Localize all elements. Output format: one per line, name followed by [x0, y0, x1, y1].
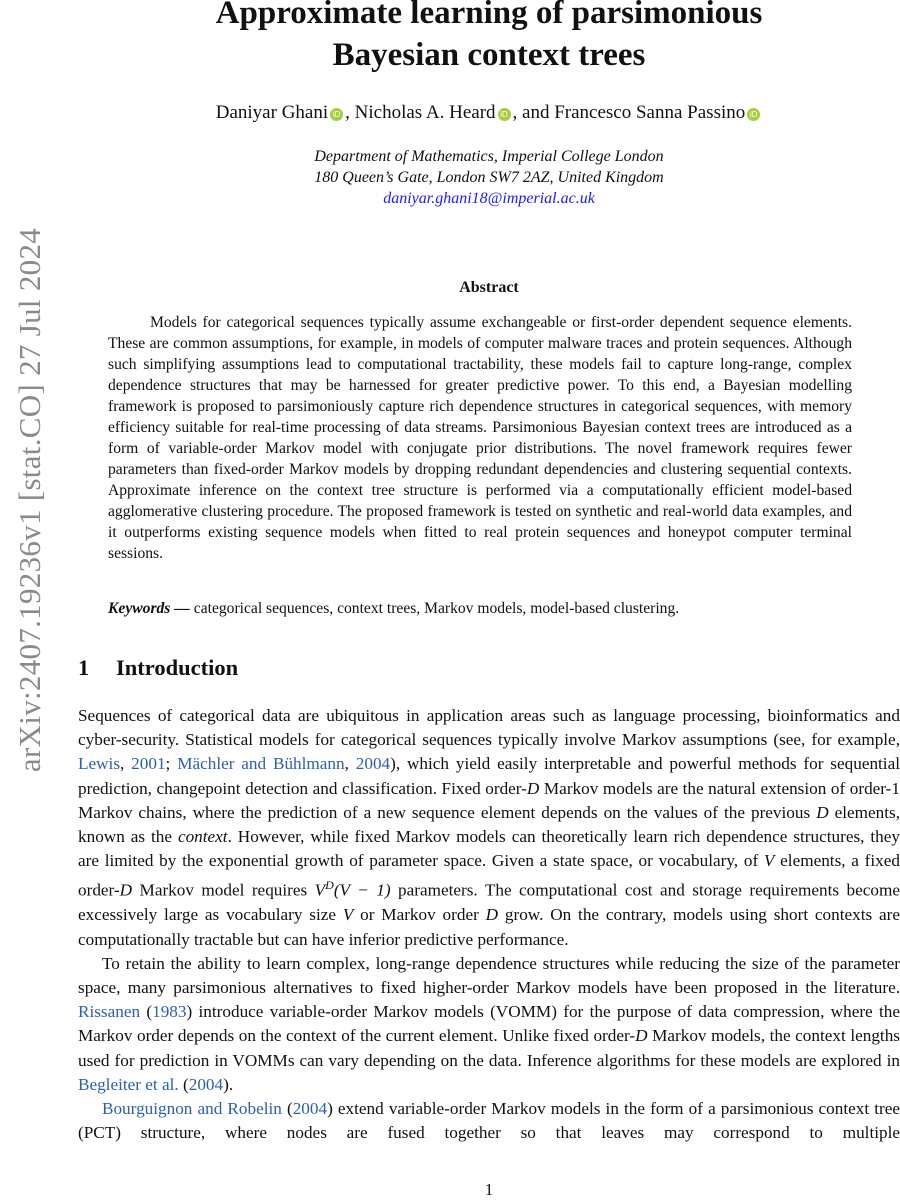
- text-run: . However, while fixed Markov models can theoretically learn rich dependence structures, they are limited by the exponential growth of parameter space. Given a state space, or vocabulary, of: [78, 827, 900, 871]
- author-list: [78, 102, 900, 124]
- math-symbol: V: [342, 905, 354, 925]
- orcid-icon[interactable]: iD: [330, 108, 343, 121]
- math-symbol: V: [763, 851, 775, 871]
- text-run: grow. On the contrary, models using short contexts are computationally tractable but can have inferior predictive performance.: [78, 905, 900, 949]
- author-name: Nicholas A. Heard: [354, 102, 496, 123]
- citation-link[interactable]: 1983: [152, 1002, 187, 1022]
- math-symbol: D: [325, 878, 334, 893]
- text-run: ) extend variable-order Markov models in the form of a parsimonious context tree (PCT) structure, where nodes are fused together so that leaves may correspond to multiple: [78, 1098, 900, 1143]
- text-run: ,: [120, 754, 132, 774]
- author-name: Daniyar Ghani: [215, 102, 329, 123]
- text-run: or Markov order: [353, 905, 486, 925]
- author-separator: , and: [512, 102, 555, 123]
- arxiv-stamp: arXiv:2407.19236v1 [stat.CO] 27 Jul 2024: [12, 227, 47, 773]
- keywords: [108, 600, 852, 618]
- text-run: ;: [165, 754, 178, 774]
- math-symbol: V: [314, 881, 326, 901]
- abstract-heading: Abstract: [459, 279, 519, 296]
- text-run: elements, known as the: [78, 802, 900, 847]
- text-run: (: [281, 1098, 293, 1118]
- citation-link[interactable]: Lewis: [78, 754, 121, 774]
- section-heading: [78, 655, 238, 681]
- math-symbol: D: [526, 778, 540, 798]
- abstract-text: Models for categorical sequences typically assume exchangeable or first-order dependent sequence elements. These are common assumptions, for example, in models of computer malware traces and protein sequences. Although such simplifying assumptions lead to computational tractability, these models fail to capture long-range, complex dependence structures that may be harnessed for greater predictive power. To this end, a Bayesian modelling framework is proposed to parsimoniously capture rich dependence structures in categorical sequences, with memory efficiency suitable for real-time processing of data streams. Parsimonious Bayesian context trees are introduced as a form of variable-order Markov model with conjugate prior distributions. The novel framework requires fewer parameters than fixed-order Markov models by dropping redundant dependencies and clustering sequential contexts. Approximate inference on the context tree structure is performed via a computationally efficient model-based agglomerative clustering procedure. The proposed framework is tested on synthetic and real-world data examples, and it outperforms existing sequence models when fitted to real protein sequences and honeypot computer terminal sessions.: [108, 314, 852, 562]
- citation-link[interactable]: Begleiter et al.: [78, 1074, 179, 1094]
- text-run: Markov models, the context lengths used for prediction in VOMMs can vary depending on the data. Inference algorithms for these models are explored in: [78, 1026, 900, 1070]
- text-run: Markov model requires: [132, 881, 315, 901]
- math-symbol: D: [485, 905, 499, 925]
- text-run: ,: [344, 754, 356, 774]
- citation-link[interactable]: Rissanen: [78, 1002, 141, 1022]
- paper-title: [78, 0, 900, 76]
- text-run: (: [178, 1074, 189, 1094]
- intro-body: [78, 704, 900, 1145]
- department: Department of Mathematics, Imperial College London: [314, 148, 664, 165]
- author-name: Francesco Sanna Passino: [554, 102, 746, 123]
- text-run: ).: [223, 1074, 234, 1094]
- math-symbol: (V − 1): [333, 881, 391, 901]
- math-symbol: D: [816, 802, 829, 822]
- text-run: ) introduce variable-order Markov models (VOMM) for the purpose of data compression, where the Markov order depends on the context of the current element. Unlike fixed order-: [78, 1002, 900, 1046]
- text-run: elements, a fixed order-: [78, 851, 900, 901]
- citation-link[interactable]: 2001: [131, 754, 166, 774]
- citation-link[interactable]: Mächler and Bühlmann: [177, 754, 345, 774]
- citation-link[interactable]: 2004: [355, 754, 391, 774]
- text-run: ), which yield easily interpretable and powerful methods for sequential prediction, changepoint detection and classification. Fixed order-: [78, 754, 900, 798]
- section-number: 1: [78, 655, 90, 680]
- affiliation: [78, 146, 900, 209]
- address: 180 Queen’s Gate, London SW7 2AZ, United Kingdom: [314, 169, 664, 186]
- text-run: Sequences of categorical data are ubiquitous in application areas such as language processing, bioinformatics and cyber-security. Statistical models for categorical sequences typically involve Markov assumptions (see, for example,: [78, 706, 900, 750]
- paragraph: [78, 952, 900, 1097]
- citation-link[interactable]: 2004: [292, 1098, 328, 1118]
- paragraph: [78, 1097, 900, 1145]
- orcid-icon[interactable]: iD: [498, 108, 511, 121]
- text-run: parameters. The computational cost and storage requirements become excessively large as vocabulary size: [78, 881, 900, 925]
- section-title: Introduction: [116, 655, 239, 680]
- citation-link[interactable]: 2004: [188, 1074, 224, 1094]
- keywords-text: categorical sequences, context trees, Markov models, model-based clustering.: [189, 600, 680, 617]
- keywords-label: Keywords —: [108, 600, 190, 617]
- author-separator: ,: [345, 102, 355, 123]
- math-symbol: D: [119, 881, 133, 901]
- text-run: To retain the ability to learn complex, long-range dependence structures while reducing the size of the parameter space, many parsimonious alternatives to fixed higher-order Markov models have been proposed in the literature.: [78, 953, 900, 997]
- page-number: 1: [484, 1180, 494, 1199]
- citation-link[interactable]: Bourguignon and Robelin: [102, 1098, 282, 1118]
- emphasis-text: context: [177, 827, 228, 847]
- title-line: Bayesian context trees: [332, 37, 646, 73]
- text-run: (: [140, 1002, 153, 1022]
- math-symbol: D: [635, 1026, 648, 1046]
- title-line: Approximate learning of parsimonious: [215, 0, 763, 31]
- text-run: Markov models are the natural extension of order-1 Markov chains, where the prediction of a new sequence element depends on the values of the previous: [78, 778, 900, 822]
- paragraph: [78, 704, 900, 952]
- email-link[interactable]: daniyar.ghani18@imperial.ac.uk: [383, 190, 595, 207]
- orcid-icon[interactable]: iD: [747, 108, 760, 121]
